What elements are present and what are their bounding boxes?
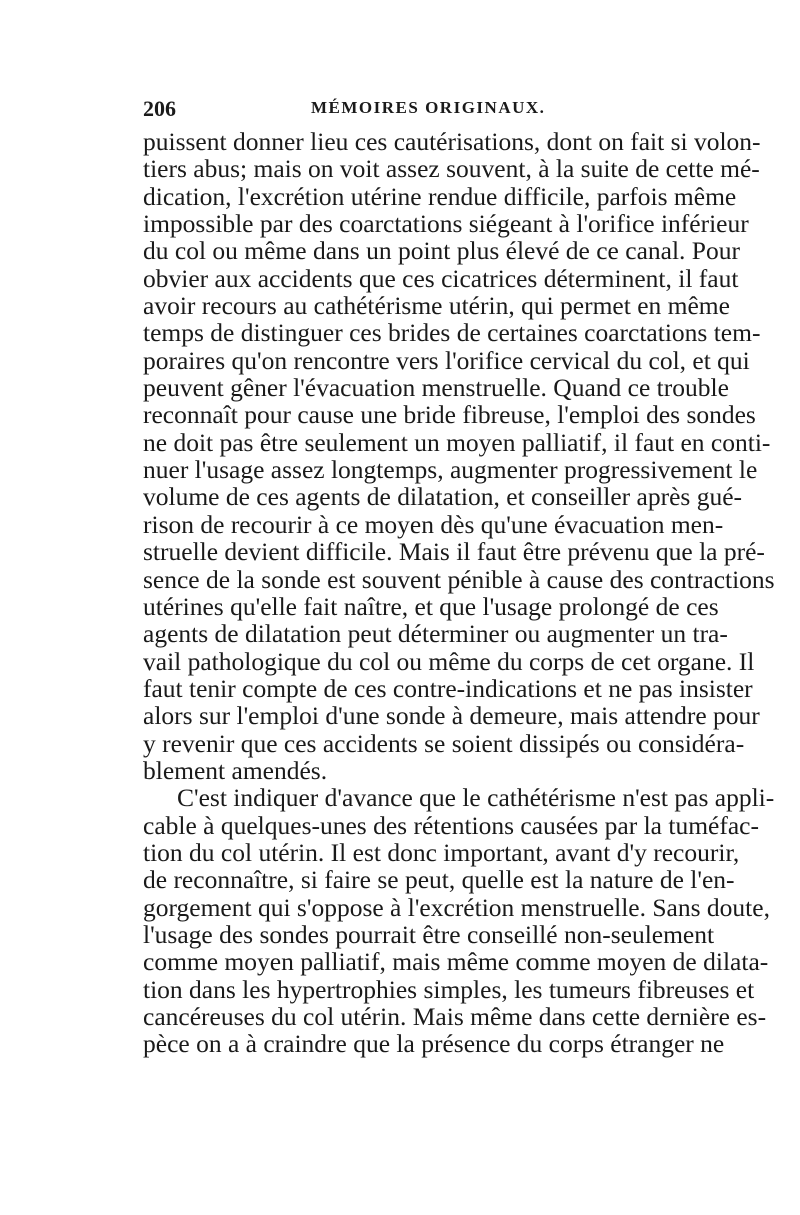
text-line: vail pathologique du col ou même du corps de cet organe. Il — [143, 646, 755, 676]
text-line: pèce on a à craindre que la présence du corps étranger ne — [143, 1029, 725, 1059]
text-line: poraires qu'on rencontre vers l'orifice cervical du col, et qui — [143, 345, 750, 375]
paragraph — [143, 783, 775, 1059]
text-line: de reconnaître, si faire se peut, quelle est la nature de l'en- — [143, 865, 735, 895]
text-line: tion dans les hypertrophies simples, les tumeurs fibreuses et — [143, 974, 755, 1004]
text-line: faut tenir compte de ces contre-indications et ne pas insister — [143, 673, 753, 703]
text-line: comme moyen palliatif, mais même comme moyen de dilata- — [143, 947, 769, 977]
text-line: reconnaît pour cause une bride fibreuse, l'emploi des sondes — [143, 400, 756, 430]
text-line: ne doit pas être seulement un moyen palliatif, il faut en conti- — [143, 427, 771, 457]
text-line: avoir recours au cathétérisme utérin, qui permet en même — [143, 291, 730, 321]
text-line: gorgement qui s'oppose à l'excrétion menstruelle. Sans doute, — [143, 892, 770, 922]
page-number: 206 — [143, 96, 176, 121]
text-line: temps de distinguer ces brides de certaines coarctations tem- — [143, 318, 761, 348]
text-line: C'est indiquer d'avance que le cathétérisme n'est pas appli- — [177, 783, 775, 813]
text-line: l'usage des sondes pourrait être conseillé non-seulement — [143, 919, 715, 949]
body-text — [143, 127, 775, 1059]
running-title: MÉMOIRES ORIGINAUX. — [311, 98, 546, 117]
text-line: puissent donner lieu ces cautérisations, dont on fait si volon- — [143, 127, 761, 156]
text-line: du col ou même dans un point plus élevé de ce canal. Pour — [143, 236, 740, 266]
text-line: cable à quelques-unes des rétentions causées par la tuméfac- — [143, 810, 759, 840]
text-line: dication, l'excrétion utérine rendue difficile, parfois même — [143, 181, 737, 211]
text-line: tion du col utérin. Il est donc important, avant d'y recourir, — [143, 837, 740, 867]
text-line: utérines qu'elle fait naître, et que l'usage prolongé de ces — [143, 591, 719, 621]
text-line: volume de ces agents de dilatation, et conseiller après gué- — [143, 482, 743, 512]
text-line: obvier aux accidents que ces cicatrices déterminent, il faut — [143, 263, 739, 293]
text-line: blement amendés. — [143, 755, 328, 785]
page-header — [143, 96, 663, 126]
text-line: alors sur l'emploi d'une sonde à demeure, mais attendre pour — [143, 701, 760, 731]
text-line: struelle devient difficile. Mais il faut être prévenu que la pré- — [143, 537, 765, 567]
text-line: rison de recourir à ce moyen dès qu'une évacuation men- — [143, 509, 724, 539]
text-line: agents de dilatation peut déterminer ou augmenter un tra- — [143, 619, 728, 649]
text-line: peuvent gêner l'évacuation menstruelle. Quand ce trouble — [143, 373, 729, 403]
text-line: tiers abus; mais on voit assez souvent, à la suite de cette mé- — [143, 154, 760, 184]
text-line: sence de la sonde est souvent pénible à cause des contractions — [143, 564, 775, 594]
text-line: nuer l'usage assez longtemps, augmenter progressivement le — [143, 455, 758, 485]
text-line: impossible par des coarctations siégeant à l'orifice inférieur — [143, 209, 749, 239]
text-line: cancéreuses du col utérin. Mais même dans cette dernière es- — [143, 1002, 767, 1031]
text-line: y revenir que ces accidents se soient dissipés ou considéra- — [143, 728, 745, 758]
paragraph — [143, 127, 775, 785]
